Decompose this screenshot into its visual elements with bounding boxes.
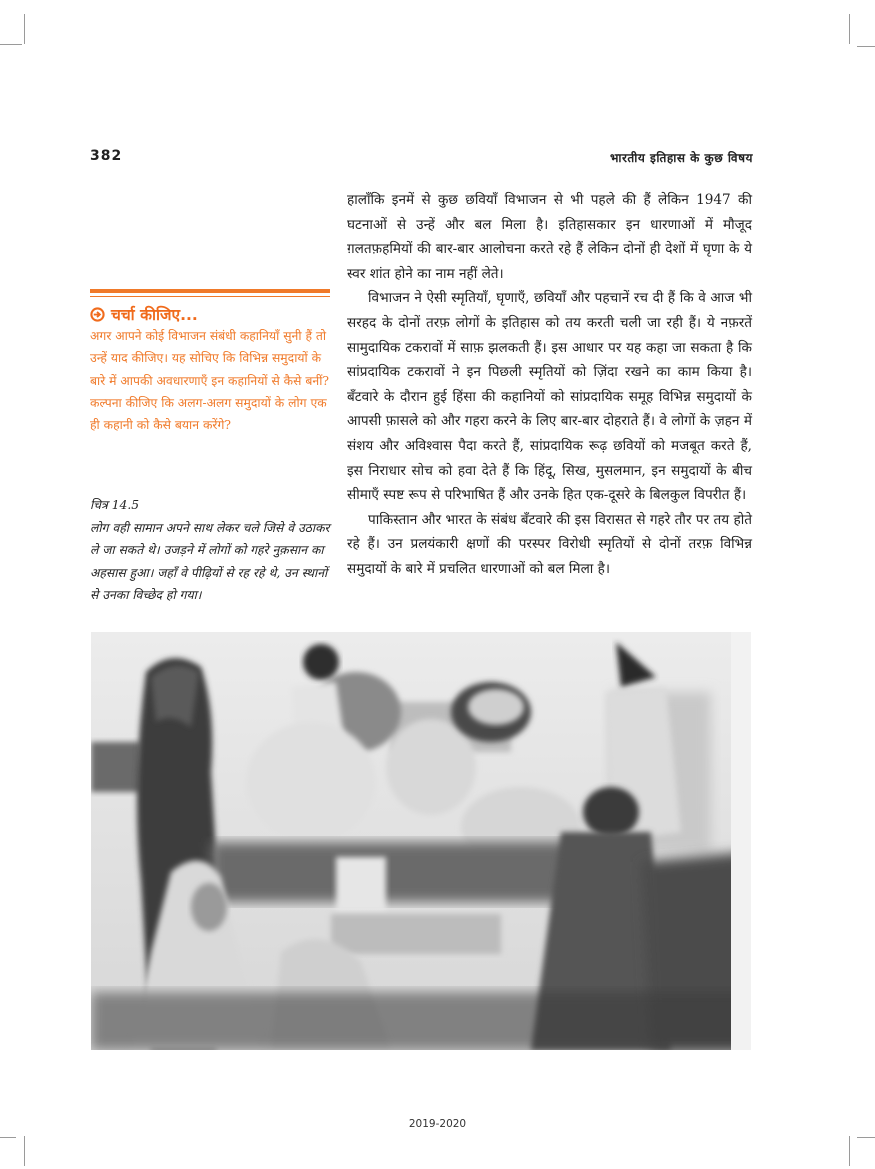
crop-mark [857,1137,875,1138]
discussion-body: अगर आपने कोई विभाजन संबंधी कहानियाँ सुनी हैं तो उन्हें याद कीजिए। यह सोचिए कि विभिन्न समुदायों के बारे में आपकी अवधारणाएँ इन कहानियों से कैसे बनीं? कल्पना कीजिए कि अलग-अलग समुदायों के लोग एक ही कहानी को कैसे बयान करेंगे? [90,329,329,433]
crop-mark [849,14,850,44]
figure-photo [91,632,751,1050]
crop-mark [24,1136,25,1166]
figure-caption [90,494,335,607]
footer-year: 2019-2020 [408,1118,467,1130]
discussion-title-text: चर्चा कीजिए... [111,306,198,324]
main-text-column [347,188,752,582]
paragraph: पाकिस्तान और भारत के संबंध बँटवारे की इस विरासत से गहरे तौर पर तय होते रहे हैं। उन प्रलयंकारी क्षणों की परस्पर विरोधी स्मृतियों से दोनों तरफ़ विभिन्न समुदायों के बारे में प्रचलित धारणाओं को बल मिला है। [347,511,752,577]
crop-mark [0,1137,16,1138]
discussion-title [90,303,330,325]
figure-caption-text: लोग वही सामान अपने साथ लेकर चले जिसे वे उठाकर ले जा सकते थे। उजड़ने में लोगों को गहरे नुक़सान का अहसास हुआ। जहाँ वे पीढ़ियों से रह रहे थे, उन स्थानों से उनका विच्छेद हो गया। [90,520,330,602]
figure-label: चित्र 14.5 [90,498,140,512]
divider [90,289,330,293]
arrow-right-circle-icon [90,307,105,322]
crop-mark [0,44,22,45]
paragraph: विभाजन ने ऐसी स्मृतियाँ, घृणाएँ, छवियाँ और पहचानें रच दी हैं कि वे आज भी सरहद के दोनों तरफ़ लोगों के इतिहास को तय करती चली जा रही हैं। ये नफ़रतें सामुदायिक टकरावों में साफ़ झलकती हैं। इस आधार पर यह कहा जा सकता है कि सांप्रदायिक टकरावों ने इन पिछली स्मृतियों को ज़िंदा रखने का काम किया है। बँटवारे के दौरान हुई हिंसा की कहानियों को सांप्रदायिक समूह विभिन्न समुदायों के आपसी फ़ासले को और गहरा करने के लिए बार-बार दोहराते हैं। वे लोगों के ज़हन में संशय और अविश्वास पैदा करते हैं, सांप्रदायिक रूढ़ छवियों को मजबूत करते हैं, इस निराधार सोच को हवा देते हैं कि हिंदू, सिख, मुसलमान, इन समुदायों के बीच सीमाएँ स्पष्ट रूप से परिभाषित हैं और उनके हित एक-दूसरे के बिलकुल विपरीत हैं। [347,290,752,504]
paragraph: हालाँकि इनमें से कुछ छवियाँ विभाजन से भी पहले की हैं लेकिन 1947 की घटनाओं से उन्हें और बल मिला है। इतिहासकार इन धारणाओं में मौजूद ग़लतफ़हमियों की बार-बार आलोचना करते रहे हैं लेकिन दोनों ही देशों में घृणा के ये स्वर शांत होने का नाम नहीं लेते। [347,192,752,282]
discussion-box [90,289,330,436]
photo-image [91,632,751,1050]
crop-mark [849,1136,850,1166]
page-number: 382 [90,148,123,164]
running-head: भारतीय इतिहास के कुछ विषय [609,151,753,165]
crop-mark [857,46,875,47]
divider [90,296,330,297]
crop-mark [24,14,25,44]
